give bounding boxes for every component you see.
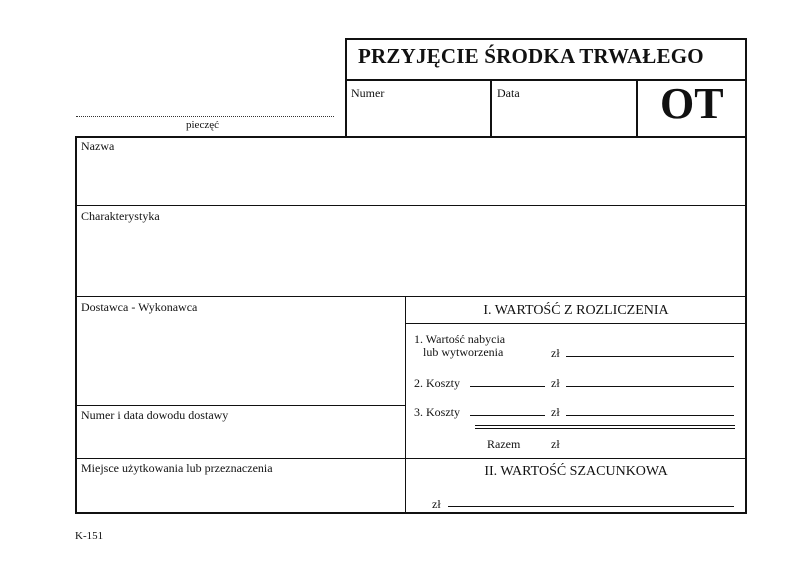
delivery-doc-field[interactable]: Numer i data dowodu dostawy: [81, 408, 229, 422]
form-catalog-code: K-151: [75, 530, 104, 542]
costs-3-currency: zł: [551, 405, 560, 419]
total-double-line-top: [475, 425, 735, 426]
divider-name: [76, 205, 746, 206]
costs-2-description-input[interactable]: [470, 386, 545, 387]
number-field[interactable]: Numer: [351, 86, 385, 100]
section2-title: II. WARTOŚĆ SZACUNKOWA: [484, 464, 668, 479]
date-field[interactable]: Data: [497, 86, 520, 100]
total-label: Razem: [487, 437, 521, 451]
number-date-divider: [490, 80, 492, 137]
costs-3-label: 3. Koszty: [414, 405, 460, 419]
characteristics-field[interactable]: Charakterystyka: [81, 209, 160, 223]
total-double-line-bottom: [475, 428, 735, 429]
section1-title: I. WARTOŚĆ Z ROZLICZENIA: [483, 303, 669, 318]
form-code-ot: OT: [660, 79, 724, 128]
total-currency: zł: [551, 437, 560, 451]
costs-2-currency: zł: [551, 376, 560, 390]
stamp-line: [76, 116, 334, 117]
form-title: PRZYJĘCIE ŚRODKA TRWAŁEGO: [358, 44, 704, 68]
acquisition-value-label-1: 1. Wartość nabycia: [414, 332, 506, 346]
divider-delivery: [76, 458, 746, 459]
name-field[interactable]: Nazwa: [81, 139, 115, 153]
acquisition-value-input[interactable]: [566, 356, 734, 357]
costs-2-label: 2. Koszty: [414, 376, 460, 390]
stamp-label: pieczęć: [186, 119, 219, 131]
supplier-field[interactable]: Dostawca - Wykonawca: [81, 300, 198, 314]
acquisition-value-label-2: lub wytworzenia: [423, 345, 504, 359]
estimated-value-input[interactable]: [448, 506, 734, 507]
divider-characteristics: [76, 296, 746, 297]
date-code-divider: [636, 80, 638, 137]
costs-2-value-input[interactable]: [566, 386, 734, 387]
section1-title-divider: [406, 323, 746, 324]
acquisition-currency: zł: [551, 346, 560, 360]
estimated-currency: zł: [432, 497, 441, 511]
location-field[interactable]: Miejsce użytkowania lub przeznaczenia: [81, 461, 273, 475]
divider-supplier: [76, 405, 406, 406]
costs-3-value-input[interactable]: [566, 415, 734, 416]
costs-3-description-input[interactable]: [470, 415, 545, 416]
